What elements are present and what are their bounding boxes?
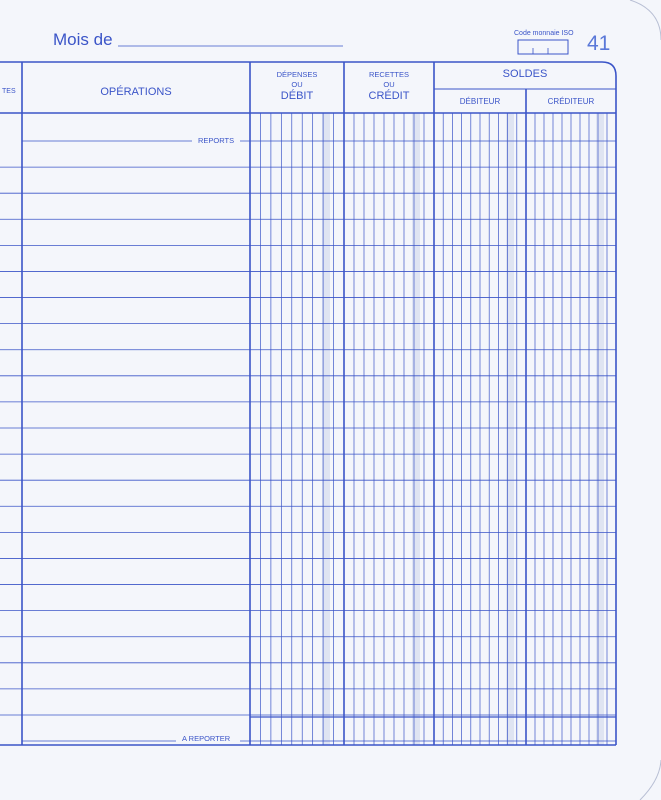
shaded-column-1 [412, 113, 420, 745]
depenses-header-line1: DÉPENSES [276, 70, 318, 79]
shaded-column-2 [506, 113, 514, 745]
reports-label: REPORTS [198, 136, 235, 145]
header-top-border [0, 62, 616, 745]
soldes-header: SOLDES [502, 68, 548, 80]
recettes-header-line2: OU [383, 80, 395, 89]
crediteur-header: CRÉDITEUR [547, 97, 595, 106]
shaded-column-3 [596, 113, 604, 745]
currency-code-label: Code monnaie ISO [514, 30, 574, 37]
currency-code-box [518, 40, 568, 54]
page-number: 41 [587, 32, 611, 55]
a-reporter-label: A REPORTER [182, 734, 231, 743]
recettes-header-line3: CRÉDIT [368, 90, 410, 102]
recettes-header-line1: RECETTES [368, 70, 409, 79]
depenses-header-line2: OU [291, 80, 303, 89]
page-corner-top [630, 0, 661, 40]
page-corner-bottom [640, 760, 661, 800]
left-column-header-cut: TES [2, 88, 16, 95]
depenses-header-line3: DÉBIT [280, 90, 314, 102]
operations-header: OPÉRATIONS [100, 86, 172, 98]
month-label: Mois de [53, 30, 113, 49]
debiteur-header: DÉBITEUR [459, 97, 501, 106]
